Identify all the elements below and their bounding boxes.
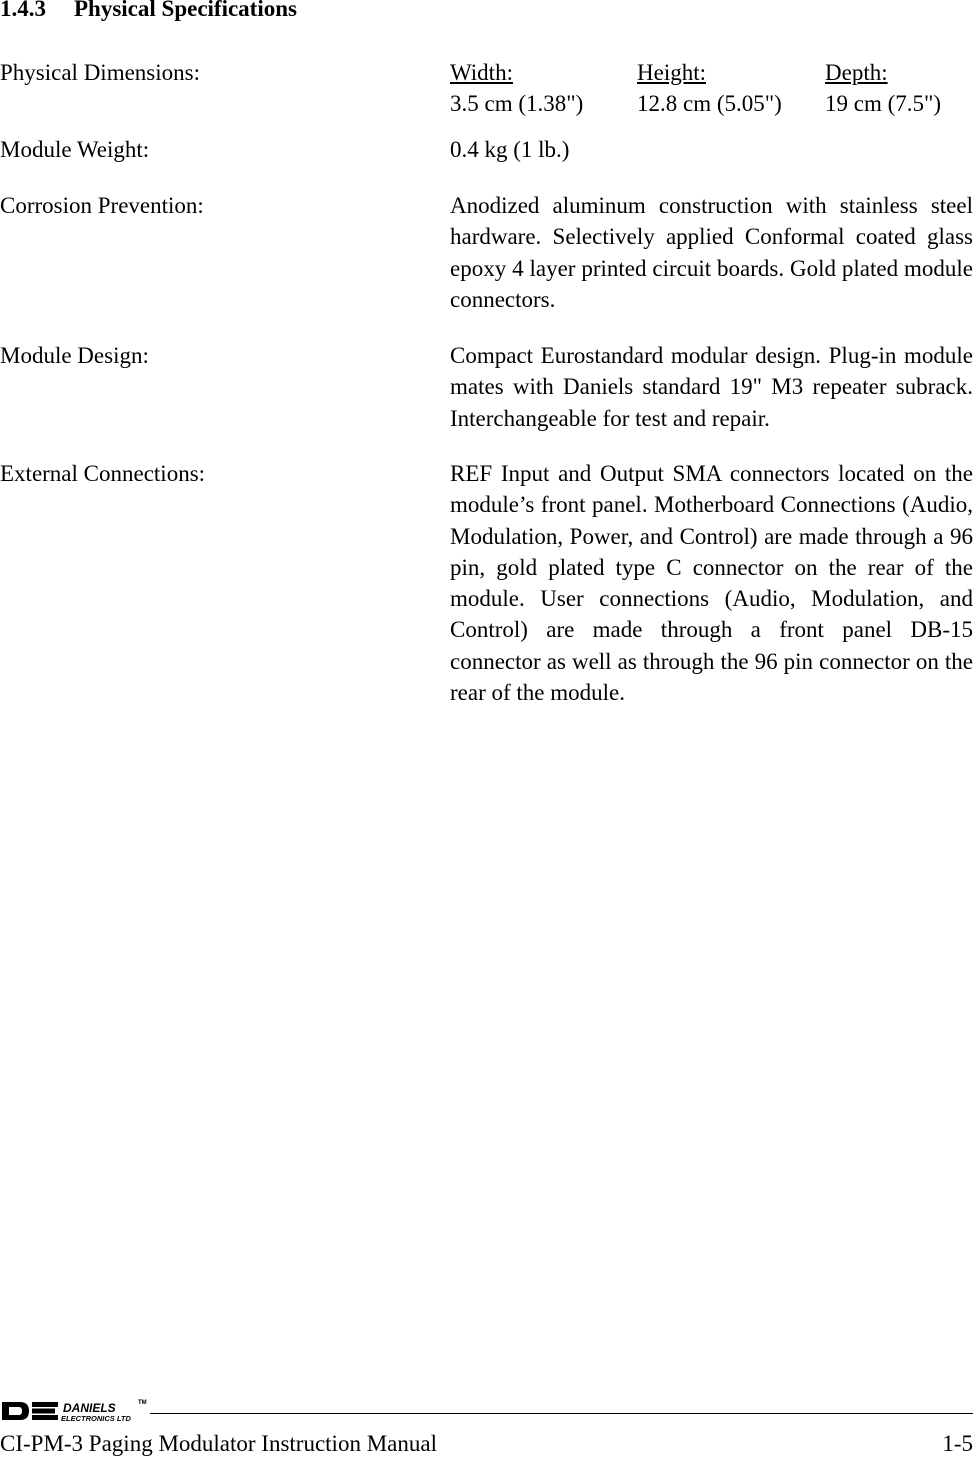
dimension-height	[637, 57, 782, 119]
manual-title: CI-PM-3 Paging Modulator Instruction Manual	[0, 1431, 437, 1456]
spec-label-corrosion-prevention: Corrosion Prevention:	[0, 193, 204, 218]
section-number: 1.4.3	[0, 0, 46, 21]
spec-value-external-connections: REF Input and Output SMA connectors located on the module’s front panel. Motherboard Connections (Audio, Modulation, Power, and Control) are made through a 96 pin, gold plated type C connector on the rear of the module. User connections (Audio, Modulation, and Control) are made through a front panel DB-15 connector as well as through the 96 pin connector on the rear of the module.	[450, 461, 973, 706]
depth-value: 19 cm (7.5")	[825, 91, 942, 116]
width-label: Width:	[450, 60, 513, 85]
spec-value-module-design: Compact Eurostandard modular design. Plug-in module mates with Daniels standard 19" M3 repeater subrack. Interchangeable for test and repair.	[450, 343, 973, 431]
logo-trademark: TM	[138, 1400, 147, 1406]
spec-value-module-weight: 0.4 kg (1 lb.)	[450, 137, 570, 162]
depth-label: Depth:	[825, 60, 888, 85]
footer-divider	[150, 1413, 973, 1414]
logo-subtitle: ELECTRONICS LTD	[61, 1414, 131, 1423]
width-value: 3.5 cm (1.38")	[450, 91, 584, 116]
dimension-width	[450, 57, 583, 119]
daniels-logo	[0, 1398, 150, 1424]
height-value: 12.8 cm (5.05")	[637, 91, 782, 116]
spec-label-external-connections: External Connections:	[0, 461, 206, 486]
page-number: 1-5	[942, 1431, 973, 1456]
logo-brand: DANIELS	[63, 1401, 116, 1415]
spec-label-physical-dimensions: Physical Dimensions:	[0, 60, 200, 85]
section-heading	[0, 0, 297, 22]
spec-value-corrosion-prevention: Anodized aluminum construction with stainless steel hardware. Selectively applied Conformal coated glass epoxy 4 layer printed circuit boards. Gold plated module connectors.	[450, 193, 973, 312]
height-label: Height:	[637, 60, 706, 85]
spec-label-module-design: Module Design:	[0, 343, 149, 368]
dimension-depth	[825, 57, 941, 119]
section-title: Physical Specifications	[74, 0, 297, 21]
spec-label-module-weight: Module Weight:	[0, 137, 150, 162]
